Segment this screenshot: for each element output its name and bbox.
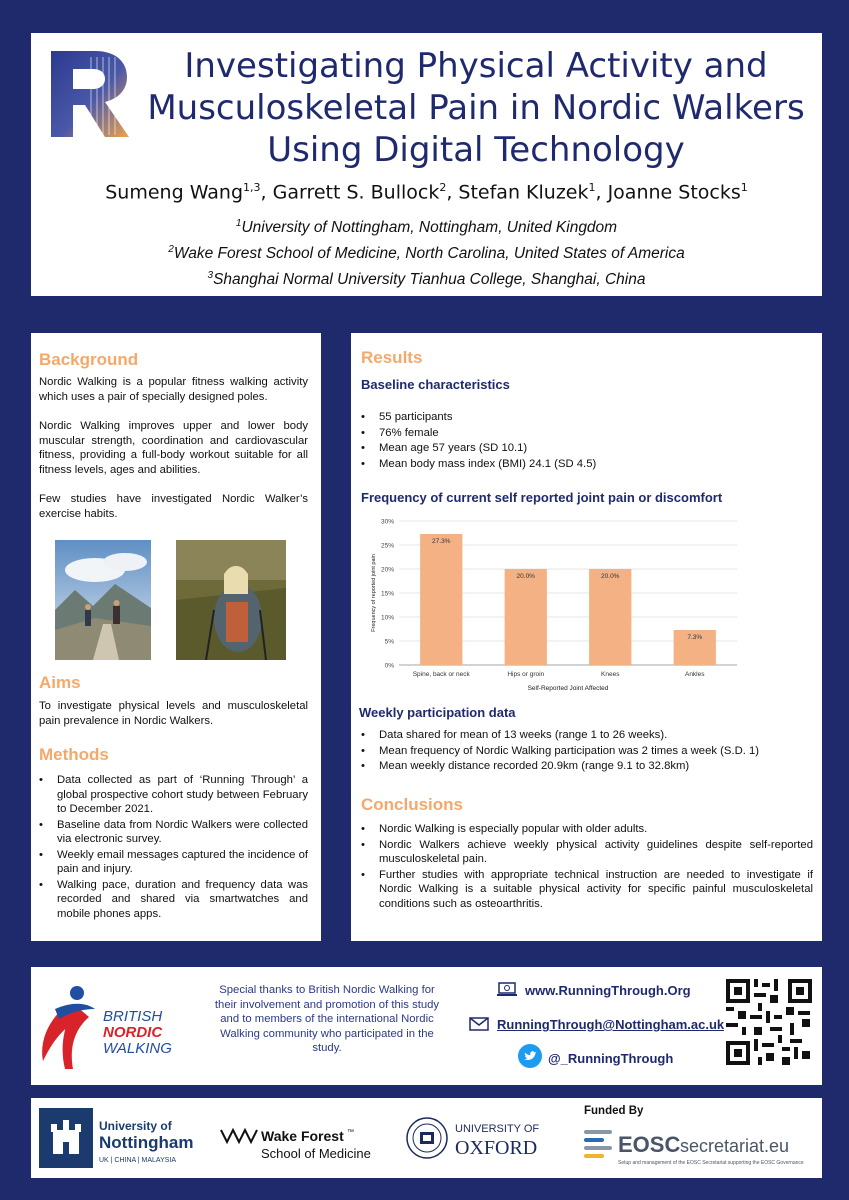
qr-code[interactable] bbox=[724, 977, 814, 1067]
email-icon bbox=[469, 1017, 489, 1031]
x-tick-label: Ankles bbox=[684, 671, 705, 678]
affiliation-text: Wake Forest School of Medicine, North Carolina, United States of America bbox=[173, 245, 685, 263]
list-item: • 55 participants bbox=[361, 410, 801, 425]
nottingham-sub: UK | CHINA | MALAYSIA bbox=[99, 1157, 177, 1164]
weekly-list bbox=[361, 728, 811, 775]
bar-knees bbox=[589, 569, 631, 665]
y-axis-label: Frequency of reported joint pain bbox=[371, 554, 377, 632]
author-name: Stefan Kluzek bbox=[458, 181, 589, 204]
thanks-text: Special thanks to British Nordic Walking for their involvement and promotion of this study and to members of the international Nordic Walking community who participated in the study. bbox=[214, 984, 440, 1054]
oxford-line1: UNIVERSITY OF bbox=[455, 1123, 540, 1135]
list-item: • Mean frequency of Nordic Walking participation was 2 times a week (S.D. 1) bbox=[361, 744, 811, 759]
twitter-icon bbox=[518, 1044, 542, 1068]
author-list: Sumeng Wang$^{1,3}$, Garrett S. Bullock$^2$, Stefan Kluzek$^1$, Joanne Stocks$^1$ bbox=[105, 181, 748, 204]
joint-pain-bar-chart bbox=[361, 509, 751, 699]
bar-value-label: 20.0% bbox=[516, 573, 535, 580]
background-p2: Nordic Walking improves upper and lower body muscular strength, coordination and cardiovascular fitness, providing a full-body workout suitable for all fitness levels, ages and abilities. bbox=[39, 420, 308, 476]
oxford-line2: OXFORD bbox=[455, 1137, 538, 1159]
methods-heading: Methods bbox=[39, 745, 109, 764]
list-item: • Mean body mass index (BMI) 24.1 (SD 4.5) bbox=[361, 457, 801, 472]
title-panel bbox=[31, 33, 822, 296]
wake-forest-line2: School of Medicine bbox=[261, 1146, 371, 1161]
conclusions-heading: Conclusions bbox=[361, 795, 464, 814]
list-item: • Data shared for mean of 13 weeks (range 1 to 26 weeks). bbox=[361, 728, 811, 743]
title-line: Using Digital Technology bbox=[267, 130, 685, 170]
affiliation bbox=[31, 270, 822, 289]
list-item: • Weekly email messages captured the incidence of pain and injury. bbox=[39, 848, 308, 877]
bar-value-label: 7.3% bbox=[687, 633, 703, 641]
affiliation bbox=[31, 218, 822, 237]
list-item: • Baseline data from Nordic Walkers were collected via electronic survey. bbox=[39, 818, 308, 847]
title-line: Musculoskeletal Pain in Nordic Walkers bbox=[147, 88, 805, 128]
nordic-walker-photo bbox=[176, 540, 286, 660]
methods-list bbox=[39, 773, 308, 922]
x-axis-label: Self-Reported Joint Affected bbox=[527, 685, 609, 692]
x-tick-label: Hips or groin bbox=[507, 671, 545, 678]
author-name: Garrett S. Bullock bbox=[272, 181, 440, 204]
bnw-word: WALKING bbox=[103, 1040, 172, 1057]
university-of-nottingham-logo bbox=[39, 1108, 209, 1168]
wake-forest-line1: Wake Forest bbox=[261, 1128, 344, 1144]
y-tick-label: 25% bbox=[380, 542, 394, 550]
baseline-heading: Baseline characteristics bbox=[361, 377, 510, 392]
weekly-heading: Weekly participation data bbox=[359, 705, 516, 720]
title-line: Investigating Physical Activity and bbox=[184, 46, 768, 86]
nottingham-line2: Nottingham bbox=[99, 1133, 194, 1152]
bnw-word: BRITISH bbox=[103, 1008, 163, 1025]
left-column bbox=[31, 333, 321, 941]
y-tick-label: 20% bbox=[380, 566, 394, 574]
author-name: Joanne Stocks bbox=[607, 181, 741, 204]
wake-forest-trademark: ™ bbox=[347, 1129, 354, 1136]
british-nordic-walking-logo bbox=[37, 979, 187, 1075]
running-through-logo bbox=[43, 47, 133, 141]
bar-hips-or-groin bbox=[505, 569, 547, 665]
x-tick-label: Spine, back or neck bbox=[412, 671, 470, 678]
author-sup: 1 bbox=[740, 181, 748, 194]
y-tick-label: 0% bbox=[384, 662, 394, 670]
y-tick-label: 5% bbox=[384, 638, 394, 646]
author-name: Sumeng Wang bbox=[105, 181, 244, 204]
computer-icon bbox=[496, 982, 518, 998]
university-of-oxford-logo bbox=[405, 1114, 565, 1164]
author-sup: 2 bbox=[439, 181, 447, 194]
affiliation-text: Shanghai Normal University Tianhua College, Shanghai, China bbox=[213, 271, 646, 289]
aims-text: To investigate physical levels and musculoskeletal pain prevalence in Nordic Walkers. bbox=[39, 700, 308, 727]
background-p3: Few studies have investigated Nordic Walker’s exercise habits. bbox=[39, 493, 308, 520]
affiliation-sup: 2 bbox=[168, 244, 174, 255]
list-item: • Walking pace, duration and frequency data was recorded and shared via smartwatches and mobile phones apps. bbox=[39, 878, 308, 922]
y-tick-label: 30% bbox=[380, 518, 394, 526]
bar-value-label: 20.0% bbox=[601, 573, 620, 580]
list-item: • 76% female bbox=[361, 426, 801, 441]
nottingham-line1: University of bbox=[99, 1119, 172, 1133]
author-sup: 1 bbox=[588, 181, 596, 194]
affiliation bbox=[31, 244, 822, 263]
conclusions-list bbox=[361, 822, 813, 912]
acknowledgement-panel bbox=[31, 967, 822, 1085]
poster-title bbox=[141, 45, 811, 171]
aims-heading: Aims bbox=[39, 673, 81, 692]
email-link[interactable]: RunningThrough@Nottingham.ac.uk bbox=[497, 1017, 725, 1032]
funded-by-label: Funded By bbox=[584, 1105, 644, 1117]
affiliation-sup: 1 bbox=[235, 218, 242, 229]
eosc-light-text: secretariat.eu bbox=[680, 1136, 790, 1156]
affiliation-sup: 3 bbox=[207, 270, 214, 281]
background-p1: Nordic Walking is a popular fitness walking activity which uses a pair of specially designed poles. bbox=[39, 376, 308, 403]
affiliation-text: University of Nottingham, Nottingham, United Kingdom bbox=[241, 219, 618, 237]
eosc-bold-text: EOSC bbox=[618, 1132, 681, 1157]
author-sup: 1,3 bbox=[243, 181, 261, 194]
list-item: • Further studies with appropriate technical instruction are needed to investigate if Nordic Walking is a suitable physical activity for specific painful musculoskeletal conditions such as osteoarthritis. bbox=[361, 868, 813, 912]
list-item: • Data collected as part of ‘Running Through’ a global prospective cohort study between February to December 2021. bbox=[39, 773, 308, 817]
twitter-handle[interactable]: @_RunningThrough bbox=[548, 1051, 674, 1066]
bar-value-label: 27.3% bbox=[432, 537, 451, 545]
bnw-word: NORDIC bbox=[103, 1024, 163, 1041]
x-tick-label: Knees bbox=[601, 671, 620, 678]
hikers-mountain-photo bbox=[55, 540, 151, 660]
logo-letter: R bbox=[88, 134, 91, 138]
list-item: • Mean weekly distance recorded 20.9km (range 9.1 to 32.8km) bbox=[361, 759, 811, 774]
baseline-list bbox=[361, 410, 801, 472]
background-heading: Background bbox=[39, 350, 139, 369]
eosc-secretariat-logo bbox=[584, 1124, 814, 1170]
logo-head-icon bbox=[70, 986, 84, 1000]
list-item: • Nordic Walking is especially popular with older adults. bbox=[361, 822, 813, 837]
results-heading: Results bbox=[361, 348, 423, 367]
y-tick-label: 15% bbox=[380, 590, 394, 598]
eosc-sub-text: Setup and management of the EOSC Secretariat supporting the EOSC Governance bbox=[618, 1160, 804, 1166]
bar-spine-back-or-neck bbox=[420, 534, 462, 665]
right-column bbox=[351, 333, 822, 941]
list-item: • Nordic Walkers achieve weekly physical activity guidelines despite self-reported musculoskeletal pain. bbox=[361, 838, 813, 867]
institution-logos-panel bbox=[31, 1098, 822, 1178]
website-link[interactable]: www.RunningThrough.Org bbox=[525, 983, 691, 998]
list-item: • Mean age 57 years (SD 10.1) bbox=[361, 441, 801, 456]
chart-heading: Frequency of current self reported joint pain or discomfort bbox=[361, 490, 723, 505]
wake-forest-logo bbox=[219, 1126, 379, 1162]
y-tick-label: 10% bbox=[380, 614, 394, 622]
